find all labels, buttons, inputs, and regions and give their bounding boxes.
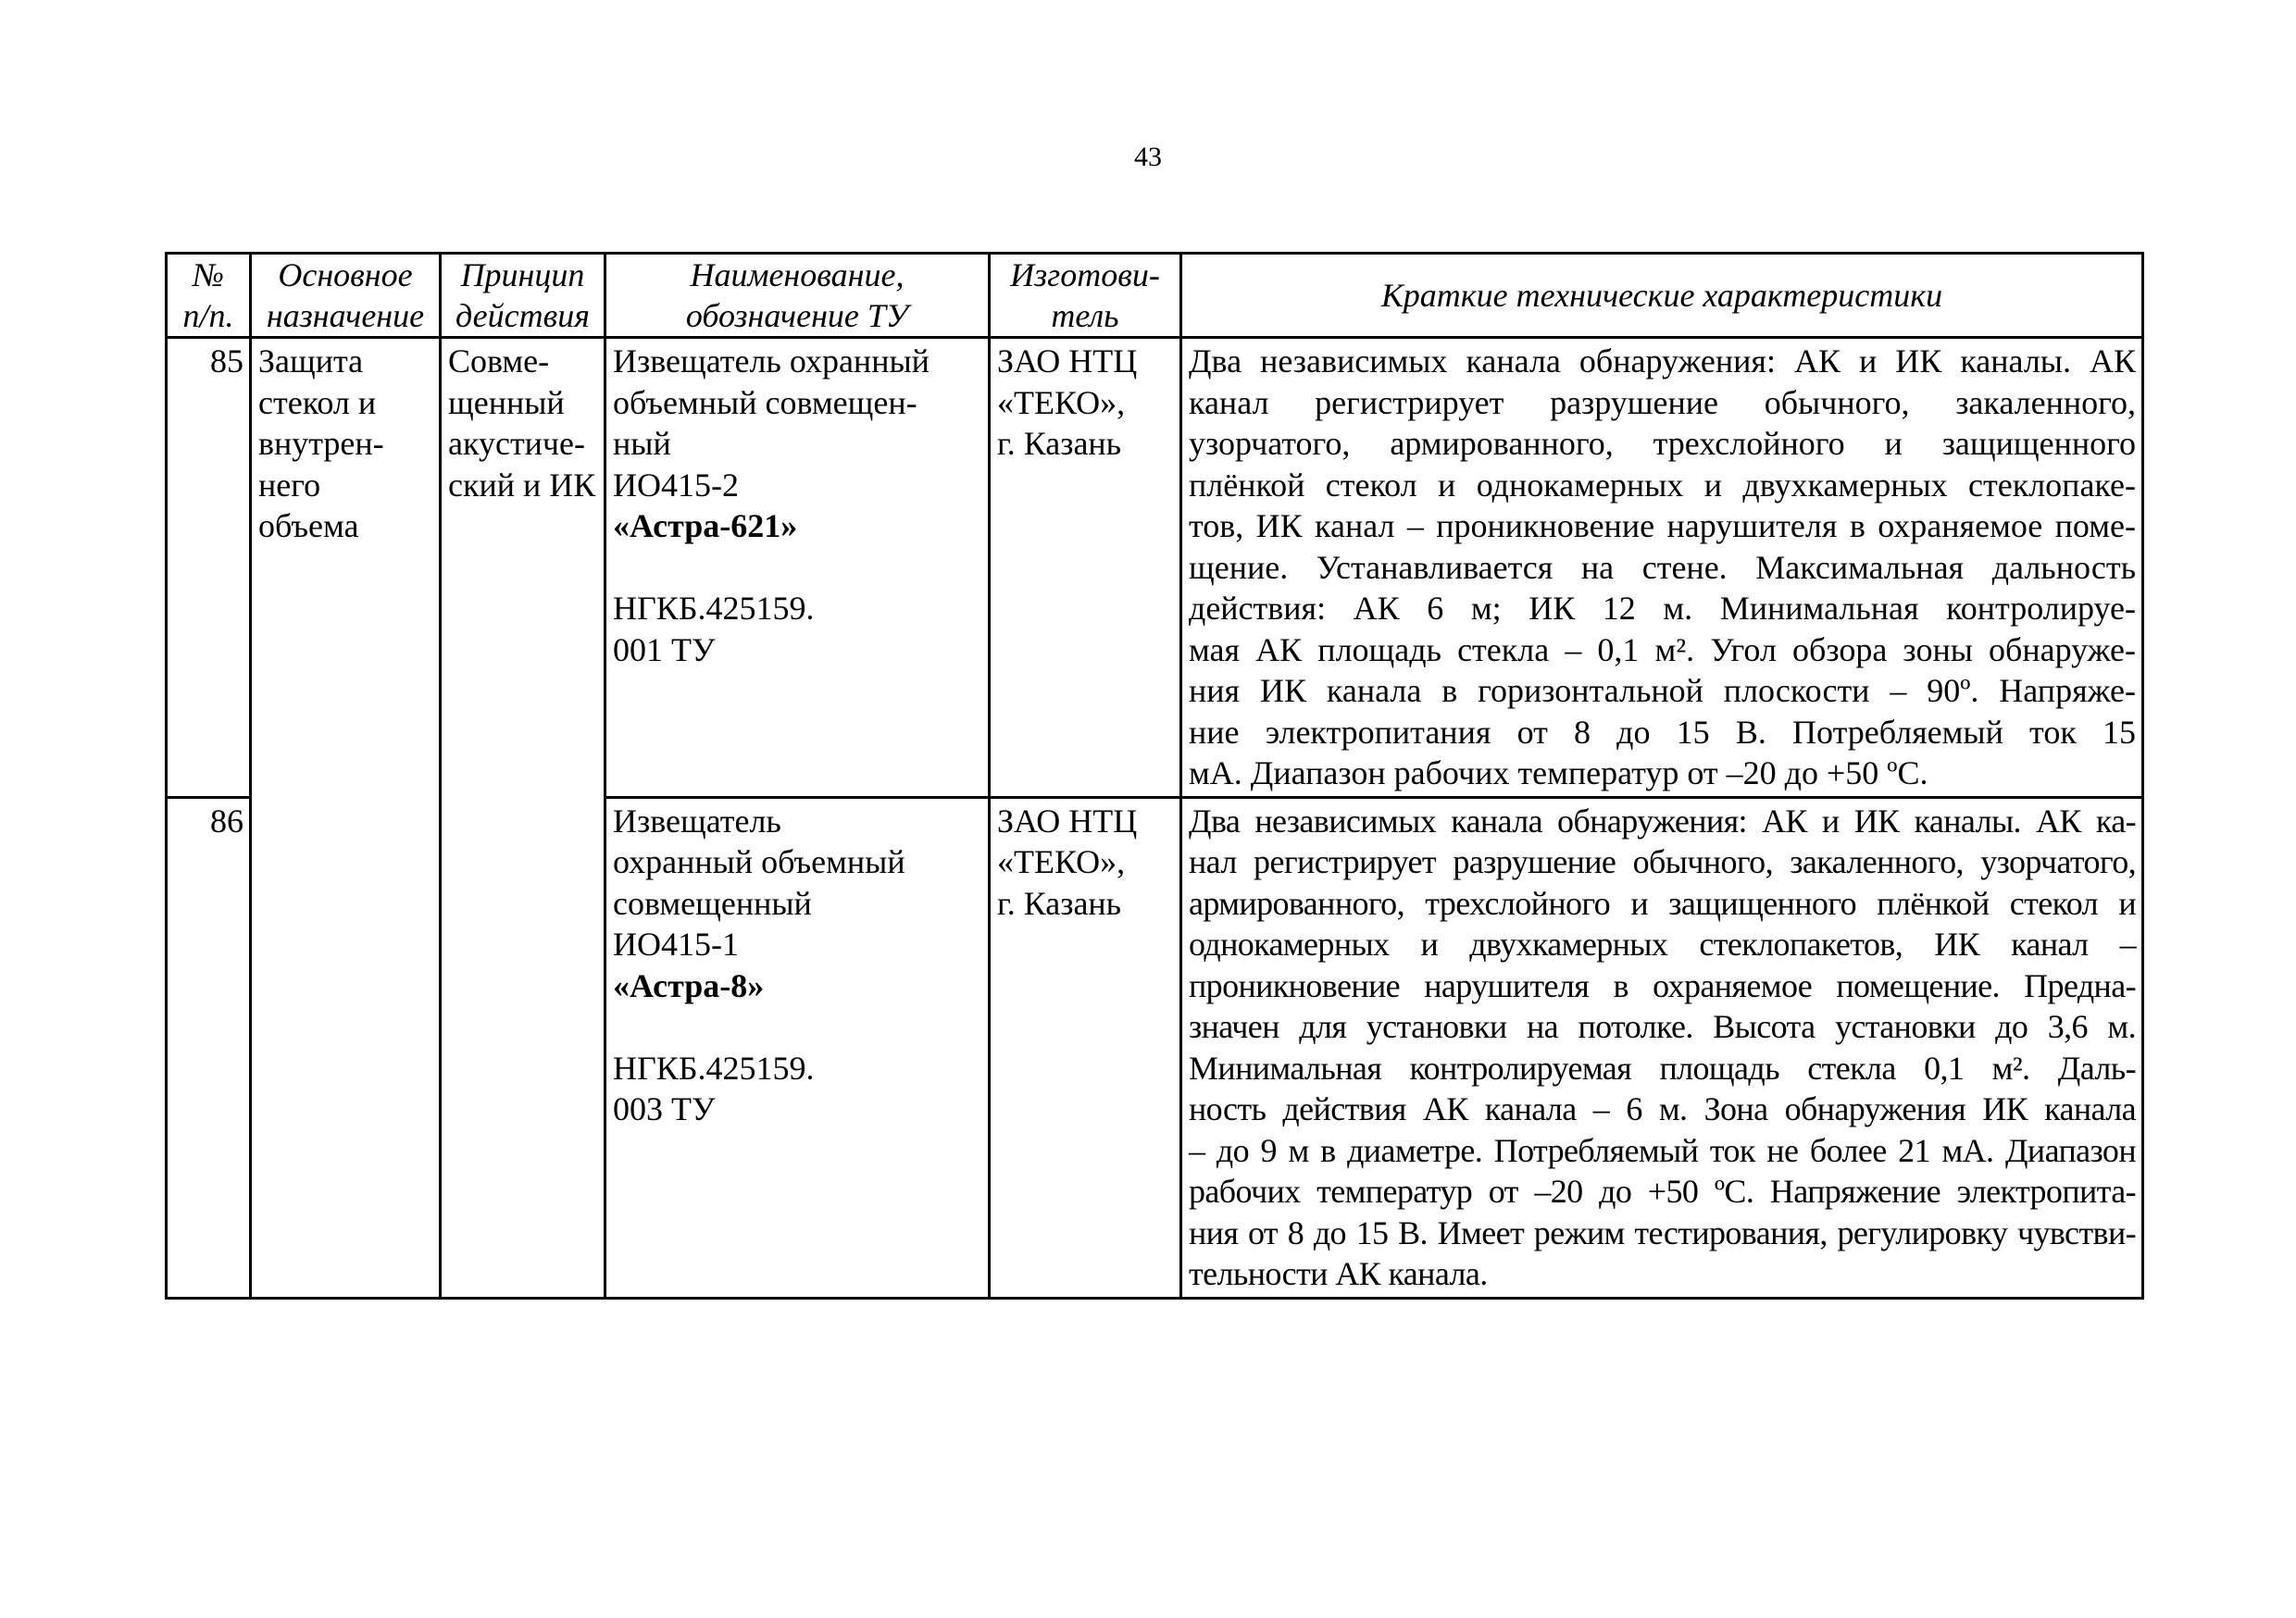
- header-number: № п/п.: [167, 254, 251, 338]
- row-number: 85: [167, 338, 251, 798]
- description-cell: Два независимых канала обнаружения: АК и ИК каналы. АК ка- нал регистрирует разрушение обычного, закаленного, узорчатого, армированного, трехслойного и защищенного плёнкой стекол и однокамерных и двухкамерных стеклопакетов, ИК канал – проникновение нарушителя в охраняемое помещение. Предна- значен для установки на потолке. Высота установки до 3,6 м. Минимальная контролируемая площадь стекла 0,1 м². Даль- ность действия АК канала – 6 м. Зона обнаружения ИК канала – до 9 м в диаметре. Потребляемый ток не более 21 мА. Диапазон рабочих температур от –20 до +50 ºС. Напряжение электропита- ния от 8 до 15 В. Имеет режим тестирования, регулировку чувстви- тельности АК канала.: [1181, 797, 2143, 1298]
- header-purpose: Основное назначение: [251, 254, 441, 338]
- manufacturer-cell: ЗАО НТЦ «ТЕКО», г. Казань: [990, 797, 1181, 1298]
- device-name-cell: Извещатель охранный объемный совмещен- ный ИО415-2 «Астра-621» НГКБ.425159. 001 ТУ: [605, 338, 990, 798]
- description-cell: Два независимых канала обнаружения: АК и ИК каналы. АК канал регистрирует разрушение обычного, закаленного, узорчатого, армированного, трехслойного и защищенного плёнкой стекол и однокамерных и двухкамерных стеклопаке- тов, ИК канал – проникновение нарушителя в охраняемое поме- щение. Устанавливается на стене. Максимальная дальность действия: АК 6 м; ИК 12 м. Минимальная контролируе- мая АК площадь стекла – 0,1 м². Угол обзора зоны обнаруже- ния ИК канала в горизонтальной плоскости – 90º. Напряже- ние электропитания от 8 до 15 В. Потребляемый ток 15 мА. Диапазон рабочих температур от –20 до +50 ºС.: [1181, 338, 2143, 798]
- header-specs: Краткие технические характеристики: [1181, 254, 2143, 338]
- table-row: [167, 338, 2143, 798]
- row-number: 86: [167, 797, 251, 1298]
- principle-cell: Совме- щенный акустиче- ский и ИК: [441, 338, 605, 1299]
- header-principle: Принцип действия: [441, 254, 605, 338]
- specs-table: [165, 252, 2144, 1300]
- header-maker: Изготови- тель: [990, 254, 1181, 338]
- device-model: «Астра-8»: [613, 966, 765, 1004]
- table-header-row: [167, 254, 2143, 338]
- page-number: 43: [1134, 142, 1162, 172]
- manufacturer-cell: ЗАО НТЦ «ТЕКО», г. Казань: [990, 338, 1181, 798]
- device-model: «Астра-621»: [613, 507, 798, 544]
- purpose-cell: Защита стекол и внутрен- него объема: [251, 338, 441, 1299]
- header-name: Наименование, обозначение ТУ: [605, 254, 990, 338]
- device-name-cell: Извещатель охранный объемный совмещенный ИО415-1 «Астра-8» НГКБ.425159. 003 ТУ: [605, 797, 990, 1298]
